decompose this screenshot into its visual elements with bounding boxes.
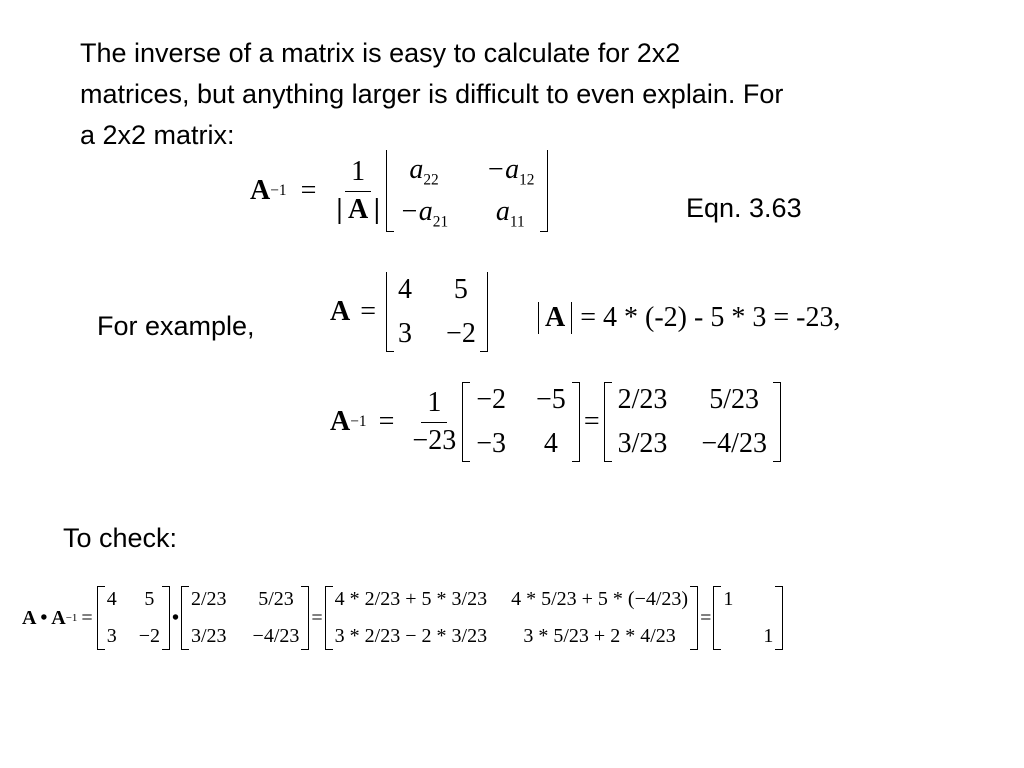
inverse-r21: 3/23 — [617, 428, 668, 459]
check-matrix-a-inverse — [181, 586, 309, 650]
check-b21: 3/23 — [190, 625, 227, 647]
example-label: For example, — [97, 311, 255, 341]
check-equals-3: = — [700, 606, 712, 629]
formula-m22-sub: 11 — [509, 213, 525, 231]
formula-m12-sub: 12 — [519, 171, 535, 189]
check-b22: −4/23 — [252, 625, 300, 647]
check-equals-1: = — [81, 606, 93, 629]
inverse-numerator: 1 — [421, 388, 447, 423]
inverse-denominator: −23 — [412, 424, 457, 456]
check-a22: −2 — [138, 625, 160, 647]
formula-fraction — [330, 157, 385, 226]
check-a11: 4 — [106, 588, 117, 610]
check-i22: 1 — [763, 625, 774, 647]
inverse-lhs: A — [330, 406, 351, 437]
formula-m12: −a — [486, 154, 520, 185]
det-matrix: A — [538, 302, 572, 334]
check-p12: 4 * 5/23 + 5 * (−4/23) — [511, 588, 689, 610]
equation-number: Eqn. 3.63 — [686, 193, 802, 223]
formula-matrix — [386, 150, 549, 232]
inverse-r12: 5/23 — [709, 384, 760, 415]
formula-m22: a — [495, 196, 510, 227]
check-b12: 5/23 — [258, 588, 294, 610]
check-p21: 3 * 2/23 − 2 * 3/23 — [334, 625, 488, 647]
inverse-formula: A −1 = $\frac{1}{| A |}$ $a_{22}$ $-a_{12}$ $-a_{21}$ $a_{11}$ — [250, 150, 548, 232]
check-a21: 3 — [106, 625, 117, 647]
example-m12: 5 — [453, 274, 468, 305]
inverse-equals-2: = — [583, 406, 600, 437]
example-m11: 4 — [398, 274, 413, 305]
formula-m21-sub: 21 — [432, 213, 449, 231]
inverse-m22: 4 — [543, 428, 558, 459]
inverse-result-matrix — [604, 382, 781, 462]
example-determinant — [538, 302, 840, 334]
check-matrix-a — [97, 586, 170, 650]
formula-numerator: 1 — [345, 157, 371, 192]
check-label: To check: — [63, 523, 178, 553]
formula-denominator: | A | — [336, 193, 380, 225]
inverse-m12: −5 — [536, 384, 566, 415]
inverse-r22: −4/23 — [701, 428, 767, 459]
example-equals: = — [360, 296, 377, 327]
example-matrix-eq — [330, 272, 488, 352]
check-a12: 5 — [144, 588, 155, 610]
intro-paragraph — [80, 33, 980, 156]
example-lhs: A — [330, 296, 351, 327]
inverse-m21: −3 — [476, 428, 507, 459]
formula-m11-sub: 22 — [423, 171, 439, 189]
example-matrix — [386, 272, 488, 352]
check-p11: 4 * 2/23 + 5 * 3/23 — [334, 588, 488, 610]
example-m21: 3 — [398, 318, 413, 349]
check-equation: A • A −1 = 4 5 3 −2 • 2/23 5/23 3/23 −4/23 = 4 * 2/23 + 5 * 3/23 4 * 5/23 + 5 * (−4/23) 3 * 2/23 − 2 * 3/23 3 * 5/23 + 2 * 4/23 = 1 1 — [22, 586, 783, 650]
inverse-equals: = — [378, 406, 395, 437]
inverse-m11: −2 — [476, 384, 507, 415]
intro-line-1: The inverse of a matrix is easy to calculate for 2x2 — [80, 38, 681, 68]
check-dot: • — [171, 606, 179, 629]
example-m22: −2 — [446, 318, 476, 349]
formula-m11: a — [409, 154, 424, 185]
inverse-r11: 2/23 — [617, 384, 668, 415]
formula-m21: −a — [399, 196, 433, 227]
inverse-fraction — [406, 388, 462, 457]
inverse-adjugate-matrix — [462, 382, 580, 462]
formula-equals: = — [300, 175, 317, 206]
intro-line-3: a 2x2 matrix: — [80, 120, 235, 150]
check-product-matrix — [325, 586, 698, 650]
check-identity-matrix — [713, 586, 783, 650]
formula-lhs-matrix: A — [250, 175, 271, 206]
check-b11: 2/23 — [190, 588, 227, 610]
intro-line-2: matrices, but anything larger is difficult to even explain. For — [80, 79, 784, 109]
check-p22: 3 * 5/23 + 2 * 4/23 — [523, 625, 676, 647]
check-lhs: A • A — [22, 606, 66, 629]
check-equals-2: = — [311, 606, 323, 629]
det-value: = 4 * (-2) - 5 * 3 = -23, — [580, 302, 841, 333]
check-i11: 1 — [723, 588, 734, 610]
example-inverse: A −1 = $\frac{1}{-23}$ −2 −5 −3 4 = 2/23 5/23 3/23 −4/23 — [330, 382, 781, 462]
